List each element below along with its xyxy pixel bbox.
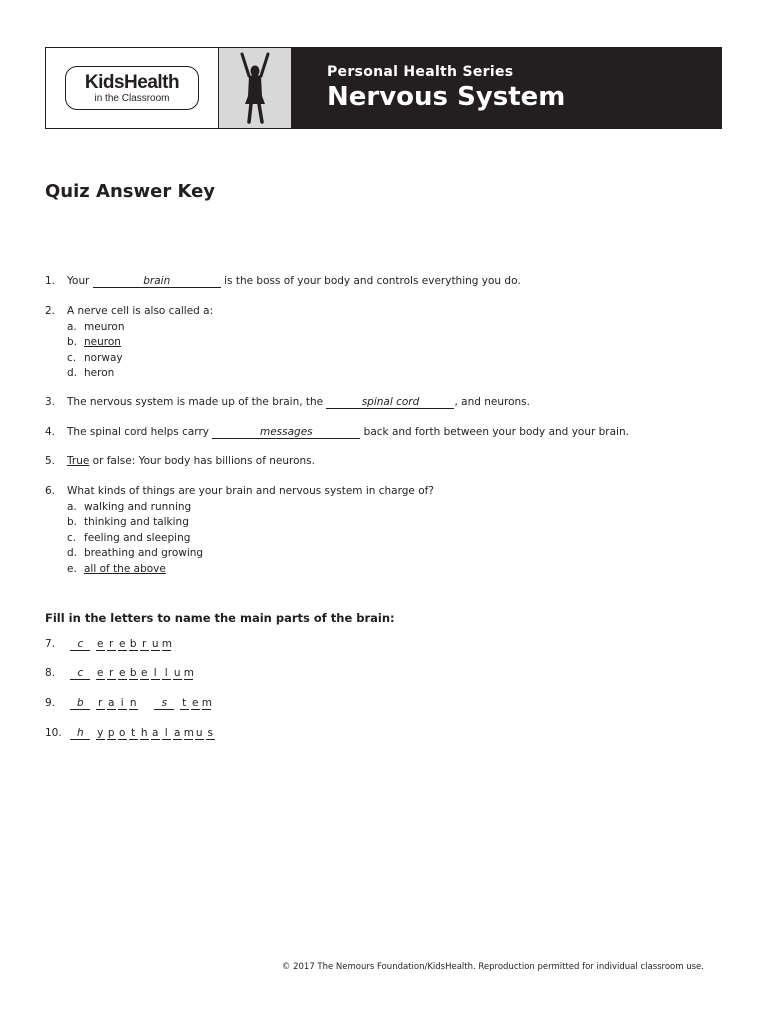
- option: a. walking and running: [67, 500, 192, 513]
- fill-in-10: [45, 726, 217, 742]
- topic-title: Nervous System: [327, 82, 566, 112]
- question-text: back and forth between your body and your brain.: [363, 426, 629, 438]
- section-heading: Fill in the letters to name the main parts of the brain:: [45, 611, 395, 625]
- question-2: [45, 304, 213, 382]
- question-number: 7.: [45, 638, 56, 650]
- option: c. norway: [67, 351, 123, 364]
- page-title: Quiz Answer Key: [45, 181, 216, 202]
- question-number: 2.: [45, 305, 56, 317]
- question-text: The nervous system is made up of the brain, the: [67, 396, 324, 408]
- question-number: 10.: [45, 727, 62, 739]
- option: d. breathing and growing: [67, 547, 204, 559]
- question-number: 8.: [45, 667, 56, 679]
- option-correct: b. neuron: [67, 336, 121, 348]
- question-number: 4.: [45, 426, 56, 438]
- question-text: The spinal cord helps carry: [67, 426, 209, 438]
- options-list: [45, 500, 434, 578]
- logo-cell: [46, 48, 219, 128]
- fill-in-8: [45, 666, 195, 682]
- question-4: [45, 425, 629, 441]
- question-number: 5.: [45, 455, 56, 467]
- question-text: is the boss of your body and controls everything you do.: [224, 275, 521, 287]
- letter-row: b r a i n s t e m: [70, 696, 212, 712]
- option: d. heron: [67, 367, 115, 379]
- logo-name: KidsHealth: [84, 71, 180, 93]
- kidshealth-logo: [65, 66, 199, 110]
- figure-panel: [219, 48, 291, 128]
- girl-silhouette-icon: [235, 50, 275, 126]
- answer-blank: brain: [93, 276, 221, 288]
- letter-row: c e r e b r u m: [70, 637, 172, 653]
- series-name: Personal Health Series: [327, 64, 514, 80]
- answer-blank: spinal cord: [326, 397, 454, 409]
- question-1: [45, 274, 521, 290]
- question-text: What kinds of things are your brain and nervous system in charge of?: [67, 485, 434, 497]
- header-banner: [45, 47, 722, 129]
- fill-in-7: [45, 637, 173, 653]
- logo-subtitle: in the Classroom: [94, 92, 170, 104]
- title-panel: [291, 48, 721, 128]
- question-number: 6.: [45, 485, 56, 497]
- question-6: [45, 484, 434, 577]
- question-number: 9.: [45, 697, 56, 709]
- answer-blank: messages: [212, 427, 360, 439]
- option-correct: e. all of the above: [67, 562, 166, 575]
- option: c. feeling and sleeping: [67, 531, 191, 544]
- question-3: [45, 395, 530, 411]
- answer-true: True: [67, 455, 90, 467]
- copyright-footer: © 2017 The Nemours Foundation/KidsHealth. Reproduction permitted for individual classroom use.: [281, 962, 704, 972]
- fill-in-9: [45, 696, 213, 712]
- question-number: 3.: [45, 396, 56, 408]
- options-list: [45, 320, 213, 382]
- question-text: Your: [67, 275, 90, 287]
- option: b. thinking and talking: [67, 516, 189, 528]
- question-number: 1.: [45, 275, 56, 287]
- question-text: , and neurons.: [454, 396, 530, 408]
- option: a. meuron: [67, 320, 125, 333]
- question-text: or false: Your body has billions of neurons.: [92, 455, 315, 467]
- letter-row: h y p o t h a l a m u s: [70, 726, 216, 742]
- question-text: A nerve cell is also called a:: [67, 305, 214, 317]
- letter-row: c e r e b e l l u m: [70, 666, 194, 682]
- question-5: [45, 454, 315, 470]
